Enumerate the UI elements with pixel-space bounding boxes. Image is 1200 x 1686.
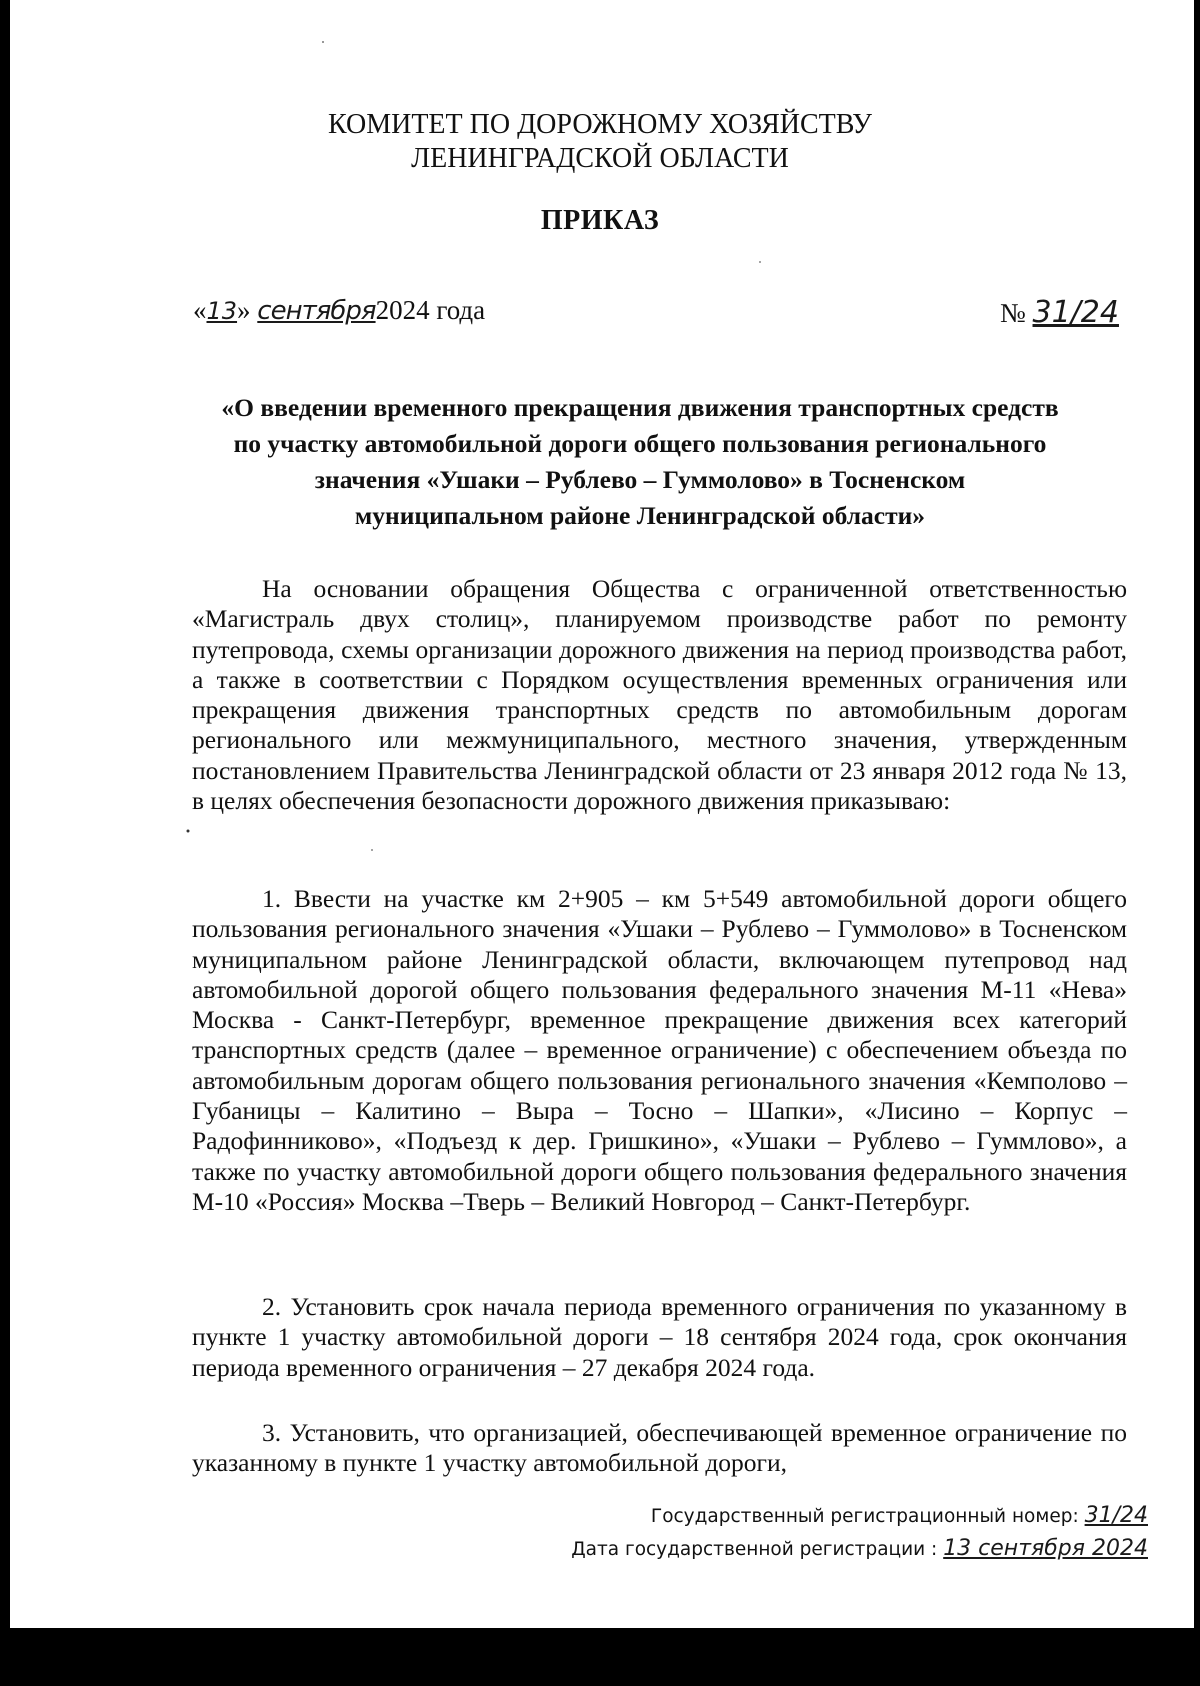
subject-line-4: муниципальном районе Ленинградской области» [354, 501, 926, 530]
registration-number-label: Государственный регистрационный номер: [650, 1506, 1079, 1527]
order-date [193, 295, 485, 326]
registration-date-label: Дата государственной регистрации : [571, 1539, 938, 1560]
subject-line-2: по участку автомобильной дороги общего пользования регионального [233, 429, 1047, 458]
document-type: ПРИКАЗ [540, 205, 660, 236]
organization-name [0, 108, 1200, 176]
clause-3-text: 3. Установить, что организацией, обеспечивающей временное ограничение по указанному в пункте 1 участку автомобильной дороги, [192, 1418, 1127, 1478]
order-subject [150, 390, 1130, 534]
subject-line-3: значения «Ушаки – Рублево – Гуммолово» в Тосненском [314, 465, 966, 494]
date-open-quote: « [193, 295, 207, 325]
handwritten-month: сентября [257, 296, 376, 326]
scan-edge-right [1194, 0, 1200, 1628]
clause-2-text: 2. Установить срок начала периода временного ограничения по указанному в пункте 1 участку автомобильной дороги – 18 сентября 2024 года, срок окончания периода временного ограничения – 27 декабря 2024 года. [192, 1292, 1127, 1382]
scan-edge-left [0, 0, 10, 1628]
number-prefix: № [1000, 298, 1026, 328]
preamble-paragraph [192, 574, 1127, 816]
date-year: 2024 года [375, 295, 486, 325]
org-line-1: КОМИТЕТ ПО ДОРОЖНОМУ ХОЗЯЙСТВУ [328, 109, 872, 140]
clause-3 [192, 1418, 1127, 1479]
registration-date-line [571, 1533, 1148, 1566]
handwritten-order-number: 31/24 [1032, 295, 1119, 330]
date-close-quote: » [237, 295, 251, 325]
clause-2 [192, 1292, 1127, 1383]
registration-block [571, 1500, 1148, 1566]
handwritten-registration-number: 31/24 [1084, 1503, 1148, 1528]
handwritten-registration-date: 13 сентября 2024 [943, 1536, 1148, 1561]
clause-1-text: 1. Ввести на участке км 2+905 – км 5+549 автомобильной дороги общего пользования регионального значения «Ушаки – Рублево – Гуммолово» в Тосненском муниципальном районе Ленинградской области, включающем путепровод над автомобильной дорогой общего пользования федерального значения М-11 «Нева» Москва - Санкт-Петербург, временное прекращение движения всех категорий транспортных средств (далее – временное ограничение) с обеспечением объезда по автомобильным дорогам общего пользования регионального значения «Кемполово – Губаницы – Калитино – Выра – Тосно – Шапки», «Лисино – Корпус – Радофинниково», «Подъезд к дер. Гришкино», «Ушаки – Рублево – Гуммлово», а также по участку автомобильной дороги общего пользования федерального значения М-10 «Россия» Москва –Тверь – Великий Новгород – Санкт-Петербург. [192, 884, 1127, 1216]
preamble-text: На основании обращения Общества с ограниченной ответственностью «Магистраль двух столиц», планируемом производстве работ по ремонту путепровода, схемы организации дорожного движения на период производства работ, а также в соответствии с Порядком осуществления временных ограничения или прекращения движения транспортных средств по автомобильным дорогам регионального или межмуниципального, местного значения, утвержденным постановлением Правительства Ленинградской области от 23 января 2012 года № 13, в целях обеспечения безопасности дорожного движения приказываю: [192, 574, 1127, 816]
subject-line-1: «О введении временного прекращения движения транспортных средств [221, 393, 1059, 422]
clause-1 [192, 884, 1127, 1217]
handwritten-day: 13 [206, 297, 238, 325]
order-number [1000, 295, 1119, 330]
org-line-2: ЛЕНИНГРАДСКОЙ ОБЛАСТИ [411, 143, 789, 174]
registration-number-line [571, 1500, 1148, 1533]
